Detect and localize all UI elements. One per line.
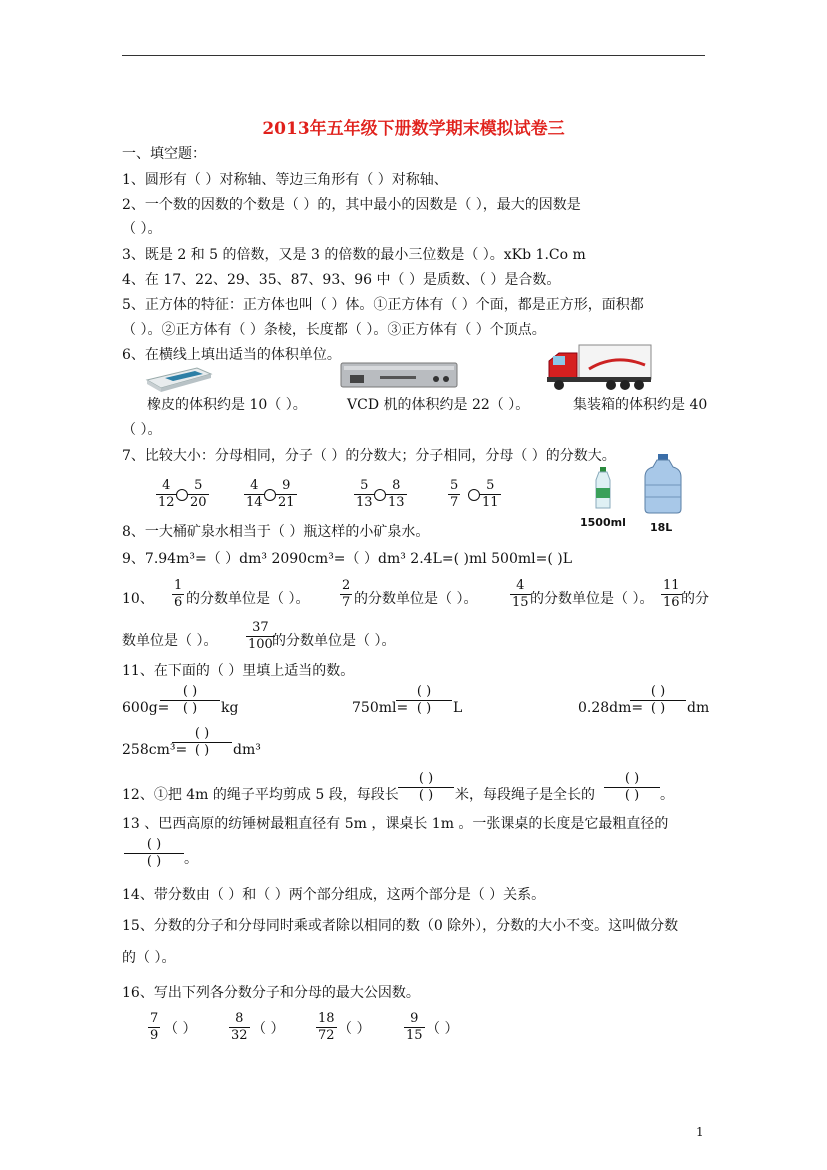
question-7: 7、比较大小：分母相同，分子（ ）的分数大；分子相同，分母（ ）的分数大。 bbox=[122, 448, 616, 464]
q10-text-4: 的分 bbox=[681, 591, 709, 607]
compare-right-fraction: $\frac{5}{11}$ bbox=[482, 478, 499, 510]
compare-circle-blank[interactable] bbox=[264, 489, 276, 501]
q10-text-2: 的分数单位是（ ）。 bbox=[354, 591, 478, 607]
question-12-a: 12、①把 4m 的绳子平均剪成 5 段，每段长 bbox=[122, 787, 399, 803]
question-13-end: 。 bbox=[184, 851, 198, 867]
question-2: 2、一个数的因数的个数是（ ）的，其中最小的因数是（ ），最大的因数是 bbox=[122, 197, 581, 213]
q16-fraction-4: $\frac{9}{15}$ bbox=[406, 1011, 423, 1043]
eraser-image bbox=[145, 362, 213, 394]
compare-left-fraction: $\frac{5}{7}$ bbox=[450, 478, 459, 510]
compare-circle-blank[interactable] bbox=[374, 489, 386, 501]
compare-right-fraction: $\frac{9}{21}$ bbox=[278, 478, 295, 510]
q10-text-cont: 数单位是（ ）。 bbox=[122, 633, 218, 649]
page-number: 1 bbox=[696, 1125, 704, 1139]
container-truck-image bbox=[545, 343, 653, 393]
q12-blank-fraction-1[interactable]: ( ) ( ) bbox=[398, 771, 454, 804]
q10-text-1: 的分数单位是（ ）。 bbox=[186, 591, 310, 607]
vcd-player-image bbox=[340, 360, 458, 390]
q10-text-5: 的分数单位是（ ）。 bbox=[272, 633, 396, 649]
compare-circle-blank[interactable] bbox=[176, 489, 188, 501]
compare-right-fraction: $\frac{5}{20}$ bbox=[190, 478, 207, 510]
fraction-4-15: $\frac{4}{15}$ bbox=[512, 578, 529, 610]
compare-left-fraction: $\frac{4}{12}$ bbox=[158, 478, 175, 510]
section-heading: 一、填空题： bbox=[122, 146, 206, 162]
question-13: 13 、巴西高原的纺锤树最粗直径有 5m ，课桌长 1m 。一张课桌的长度是它最粗直径的 bbox=[122, 816, 669, 832]
water-jug-icon bbox=[643, 453, 683, 515]
question-3: 3、既是 2 和 5 的倍数，又是 3 的倍数的最小三位数是（ ）。xKb 1.Co m bbox=[122, 247, 586, 263]
question-5-cont: （ ）。②正方体有（ ）条棱，长度都（ ）。③正方体有（ ）个顶点。 bbox=[122, 322, 546, 338]
container-text: 集装箱的体积约是 40 bbox=[573, 397, 708, 413]
question-16: 16、写出下列各分数分子和分母的最大公因数。 bbox=[122, 985, 420, 1001]
q11-item-3-unit: dm bbox=[687, 700, 710, 716]
q16-fraction-1: $\frac{7}{9}$ bbox=[150, 1011, 159, 1043]
small-bottle-label: 1500ml bbox=[580, 516, 626, 529]
header-rule bbox=[122, 55, 705, 56]
question-12-b: 米，每段绳子是全长的 bbox=[455, 787, 595, 803]
q16-fraction-3: $\frac{18}{72}$ bbox=[318, 1011, 335, 1043]
q16-fraction-2: $\frac{8}{32}$ bbox=[231, 1011, 248, 1043]
question-4: 4、在 17、22、29、35、87、93、96 中（ ）是质数、（ ）是合数。 bbox=[122, 272, 561, 288]
question-15-cont: 的（ ）。 bbox=[122, 950, 176, 966]
question-14: 14、带分数由（ ）和（ ）两个部分组成，这两个部分是（ ）关系。 bbox=[122, 887, 546, 903]
question-2-cont: （ ）。 bbox=[122, 221, 162, 237]
vcd-text: VCD 机的体积约是 22（ ）。 bbox=[347, 397, 530, 413]
small-bottle-icon bbox=[592, 466, 614, 510]
question-6: 6、在横线上填出适当的体积单位。 bbox=[122, 347, 341, 363]
q11-blank-fraction-4[interactable]: ( ) ( ) bbox=[172, 726, 232, 759]
question-8: 8、一大桶矿泉水相当于（ ）瓶这样的小矿泉水。 bbox=[122, 524, 430, 540]
question-5: 5、正方体的特征：正方体也叫（ ）体。①正方体有（ ）个面，都是正方形，面积都 bbox=[122, 297, 644, 313]
q16-blank-2[interactable]: （ ） bbox=[252, 1021, 285, 1037]
q11-item-3-pre: 0.28dm= bbox=[578, 700, 644, 716]
q11-blank-fraction-3[interactable]: ( ) ( ) bbox=[630, 684, 686, 717]
q13-blank-fraction[interactable]: ( ) ( ) bbox=[124, 837, 184, 870]
fraction-11-16: $\frac{11}{16}$ bbox=[663, 578, 680, 610]
q11-item-1-unit: kg bbox=[221, 700, 239, 716]
fraction-1-6: $\frac{1}{6}$ bbox=[174, 578, 183, 610]
page-title: 2013年五年级下册数学期末模拟试卷三 bbox=[262, 119, 565, 139]
container-text-cont: （ ）。 bbox=[122, 422, 162, 438]
q11-blank-fraction-2[interactable]: ( ) ( ) bbox=[396, 684, 452, 717]
question-11: 11、在下面的（ ）里填上适当的数。 bbox=[122, 663, 355, 679]
q16-blank-4[interactable]: （ ） bbox=[426, 1021, 459, 1037]
compare-left-fraction: $\frac{4}{14}$ bbox=[246, 478, 263, 510]
q11-item-4-unit: dm³ bbox=[233, 742, 261, 758]
q11-item-2-pre: 750ml= bbox=[352, 700, 409, 716]
eraser-text: 橡皮的体积约是 10（ ）。 bbox=[147, 397, 307, 413]
q16-blank-1[interactable]: （ ） bbox=[164, 1021, 197, 1037]
question-1: 1、圆形有（ ）对称轴、等边三角形有（ ）对称轴、 bbox=[122, 172, 448, 188]
q10-text-3: 的分数单位是（ ）。 bbox=[530, 591, 654, 607]
question-9: 9、7.94m³=（ ）dm³ 2090cm³=（ ）dm³ 2.4L=( )ml 500ml=( )L bbox=[122, 551, 573, 567]
compare-circle-blank[interactable] bbox=[468, 489, 480, 501]
question-15: 15、分数的分子和分母同时乘或者除以相同的数（0 除外），分数的大小不变。这叫做分数 bbox=[122, 918, 679, 934]
q16-blank-3[interactable]: （ ） bbox=[338, 1021, 371, 1037]
question-12-c: 。 bbox=[660, 787, 674, 803]
q11-item-1-pre: 600g= bbox=[122, 700, 170, 716]
q11-item-4-pre: 258cm³= bbox=[122, 742, 188, 758]
question-10-label: 10、 bbox=[122, 591, 154, 607]
fraction-2-7: $\frac{2}{7}$ bbox=[342, 578, 351, 610]
compare-right-fraction: $\frac{8}{13}$ bbox=[388, 478, 405, 510]
q11-blank-fraction-1[interactable]: ( ) ( ) bbox=[160, 684, 220, 717]
water-jug-label: 18L bbox=[650, 521, 673, 534]
fraction-37-100: $\frac{37}{100}$ bbox=[248, 620, 273, 652]
q11-item-2-unit: L bbox=[453, 700, 463, 716]
compare-left-fraction: $\frac{5}{13}$ bbox=[356, 478, 373, 510]
q12-blank-fraction-2[interactable]: ( ) ( ) bbox=[604, 771, 660, 804]
